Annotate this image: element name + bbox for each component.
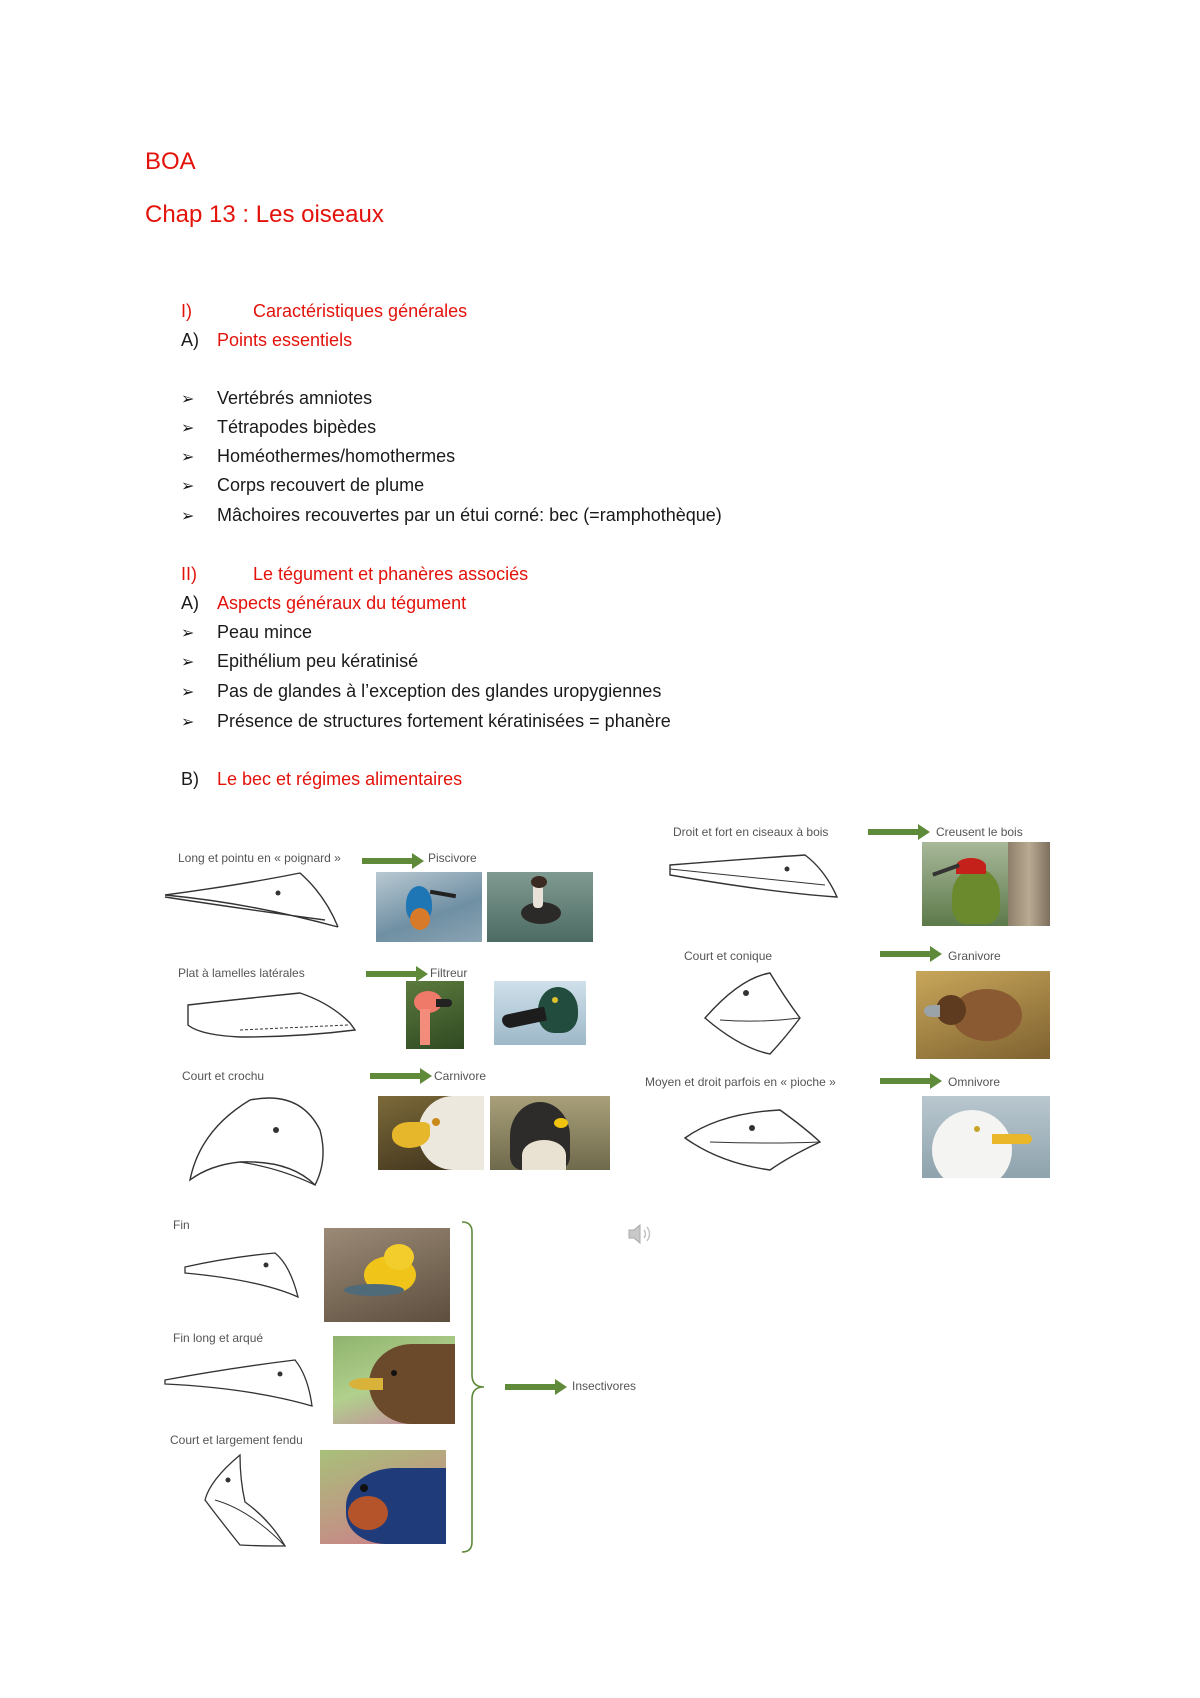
beak-sketch-fine <box>180 1235 305 1305</box>
section2-b-title: Le bec et régimes alimentaires <box>217 769 463 789</box>
photo-gull <box>922 1096 1050 1178</box>
diet-label-piscivore: Piscivore <box>428 851 477 865</box>
chapter-title: Chap 13 : Les oiseaux <box>145 201 384 228</box>
diet-label-granivore: Granivore <box>948 949 1001 963</box>
beak-sketch-long-pointed <box>160 865 345 935</box>
arrow-bullet-icon: ➢ <box>181 478 195 495</box>
group-bracket <box>460 1220 490 1555</box>
photo-warbler <box>324 1228 450 1322</box>
arrow-bullet-icon: ➢ <box>181 449 195 466</box>
photo-woodpecker <box>922 842 1050 926</box>
section2-a-title: Aspects généraux du tégument <box>217 593 467 613</box>
green-arrow-icon <box>880 951 930 957</box>
photo-flamingo <box>406 981 464 1049</box>
section2-a-number: A) <box>181 593 199 613</box>
beak-sketch-conical <box>700 968 810 1058</box>
arrow-bullet-icon: ➢ <box>181 714 195 731</box>
beak-label-fin-long: Fin long et arqué <box>173 1331 264 1345</box>
beak-label-fin: Fin <box>173 1218 190 1232</box>
green-arrow-icon <box>370 1073 420 1079</box>
arrow-bullet-icon: ➢ <box>181 508 195 525</box>
beak-sketch-short-hooked <box>180 1090 340 1190</box>
section1-a-title: Points essentiels <box>217 330 353 350</box>
beak-sketch-long-arched <box>160 1350 320 1410</box>
photo-blackbird <box>333 1336 455 1424</box>
arrow-bullet-icon: ➢ <box>181 684 195 701</box>
photo-shoveler-duck <box>494 981 586 1045</box>
diet-label-filtreur: Filtreur <box>430 966 468 980</box>
photo-kingfisher <box>376 872 482 942</box>
photo-eagle <box>378 1096 484 1170</box>
beak-label-granivore: Court et conique <box>684 949 773 963</box>
arrow-bullet-icon: ➢ <box>181 391 195 408</box>
diet-label-bois: Creusent le bois <box>936 825 1023 839</box>
green-arrow-icon <box>880 1078 930 1084</box>
arrow-bullet-icon: ➢ <box>181 625 195 642</box>
green-arrow-icon <box>366 971 416 977</box>
beak-sketch-medium-straight <box>680 1098 830 1178</box>
doc-title: BOA <box>145 148 196 175</box>
beak-label-filtreur: Plat à lamelles latérales <box>178 966 305 980</box>
photo-swallow <box>320 1450 446 1544</box>
beak-label-bois: Droit et fort en ciseaux à bois <box>673 825 829 839</box>
diet-label-omnivore: Omnivore <box>948 1075 1001 1089</box>
section2-number: II) <box>181 564 197 584</box>
green-arrow-icon <box>362 858 412 864</box>
photo-grebe <box>487 872 593 942</box>
beak-sketch-wide-gape <box>200 1450 300 1550</box>
section2-b-number: B) <box>181 769 199 789</box>
green-arrow-icon <box>868 829 918 835</box>
green-arrow-icon <box>505 1384 555 1390</box>
section1-title: Caractéristiques générales <box>253 301 468 321</box>
beak-sketch-flat-lamellae <box>180 985 360 1045</box>
section1-number: I) <box>181 301 192 321</box>
section2-title: Le tégument et phanères associés <box>253 564 529 584</box>
photo-falcon <box>490 1096 610 1170</box>
diet-label-insectivores: Insectivores <box>572 1379 637 1393</box>
beak-label-omnivore: Moyen et droit parfois en « pioche » <box>645 1075 836 1089</box>
beak-label-court-fendu: Court et largement fendu <box>170 1433 303 1447</box>
arrow-bullet-icon: ➢ <box>181 654 195 671</box>
diet-label-carnivore: Carnivore <box>434 1069 487 1083</box>
beak-sketch-chisel <box>665 845 845 905</box>
speaker-icon[interactable] <box>626 1222 654 1246</box>
section1-a-number: A) <box>181 330 199 350</box>
arrow-bullet-icon: ➢ <box>181 420 195 437</box>
beak-label-piscivore: Long et pointu en « poignard » <box>178 851 341 865</box>
photo-finch <box>916 971 1050 1059</box>
beak-label-carnivore: Court et crochu <box>182 1069 265 1083</box>
